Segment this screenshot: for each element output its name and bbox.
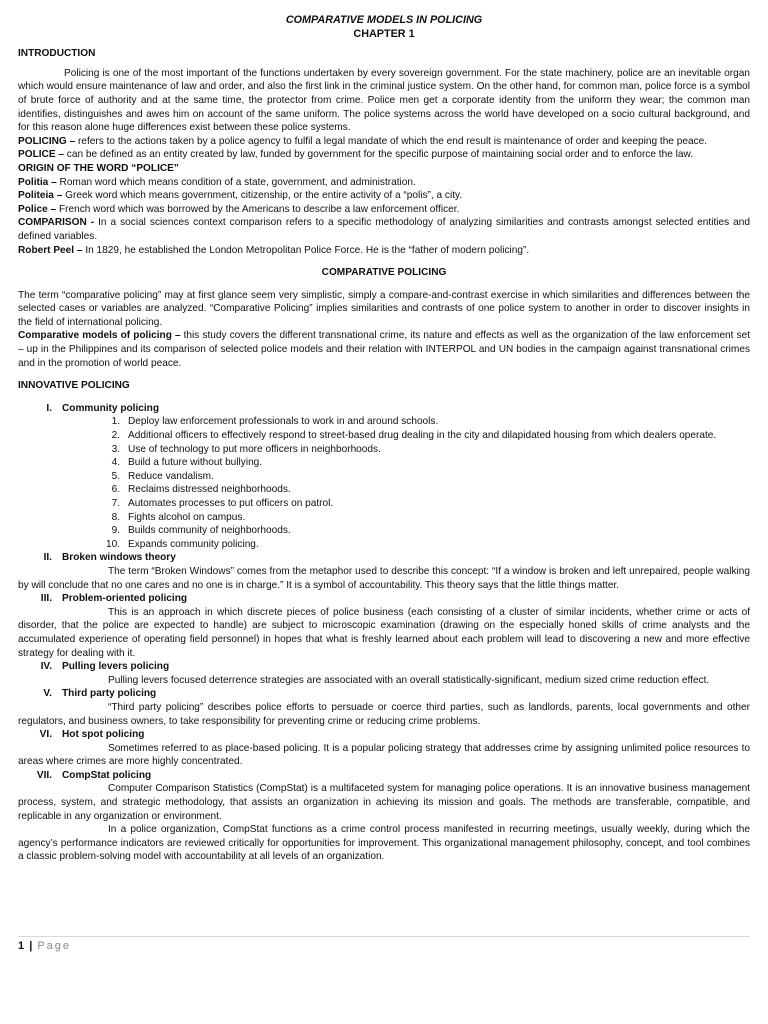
page-label: Page (37, 940, 72, 952)
origin-item (18, 203, 750, 217)
list-number: 10. (105, 538, 120, 550)
community-policing-list (62, 415, 750, 551)
list-text: Deploy law enforcement professionals to work in and around schools. (128, 416, 439, 428)
list-text: Reclaims distressed neighborhoods. (128, 484, 291, 496)
section-third-party (18, 687, 750, 728)
chapter-heading: CHAPTER 1 (353, 27, 415, 40)
introduction-heading: INTRODUCTION (18, 48, 96, 60)
definition-police (18, 148, 750, 162)
section-numeral: VI. (39, 729, 52, 741)
section-title: Broken windows theory (62, 552, 176, 564)
list-item (62, 415, 750, 429)
origin-item (18, 244, 750, 258)
definition-term: POLICE – (18, 149, 64, 161)
section-numeral: V. (43, 688, 52, 700)
list-text: Fights alcohol on campus. (128, 511, 246, 523)
list-number: 1. (111, 416, 120, 428)
section-title: Problem-oriented policing (62, 593, 188, 605)
definition-policing (18, 135, 750, 149)
section-numeral: IV. (40, 661, 52, 673)
section-description: Computer Comparison Statistics (CompStat) is a multifaceted system for managing police operations. It is an innovative business management process, system, and strategic methodology, that assists an organization in achieving its mission and goals. The methods are transferable, compatible, and replicable in any organization or environment. (18, 783, 750, 822)
origin-term: Police – (18, 203, 57, 215)
list-item (62, 538, 750, 552)
section-title: Third party policing (62, 688, 157, 700)
origin-text: Greek word which means government, citizenship, or the entire activity of a “polis”, a city. (62, 190, 463, 202)
list-text: Reduce vandalism. (128, 470, 214, 482)
section-pulling-levers (18, 660, 750, 687)
list-number: 7. (111, 498, 120, 509)
comparative-heading: COMPARATIVE POLICING (321, 267, 447, 279)
section-description-continued: In a police organization, CompStat functions as a crime control process manifested in recurring meetings, usually weekly, during which the agency’s performance indicators are reviewed critically for opportunities for improvement. This organizational management philosophy, concept, and tool combines a classic problem-solving model with accountability at all levels of an organization. (18, 824, 750, 863)
list-item (62, 511, 750, 525)
origin-item (18, 176, 750, 190)
list-number: 8. (111, 511, 120, 523)
page-number: 1 (18, 940, 25, 952)
list-item (62, 456, 750, 470)
section-problem-oriented (18, 592, 750, 660)
list-number: 5. (111, 470, 120, 482)
footer-separator: | (29, 940, 33, 952)
comparative-paragraph: The term “comparative policing” may at first glance seem very simplistic, simply a compare-and-contrast exercise in which similarities and differences between the selected cases or variables are analyzed. “Comparative Policing” implies similarities and contrasts of one police system to another in order to discover insights in the field of international policing. (18, 289, 750, 328)
section-numeral: VII. (36, 769, 52, 781)
list-number: 3. (111, 443, 120, 455)
list-text: Builds community of neighborhoods. (128, 525, 291, 537)
list-text: Build a future without bullying. (128, 457, 263, 469)
origin-term: Politia – (18, 176, 57, 188)
list-number: 6. (111, 484, 120, 496)
section-numeral: III. (40, 593, 52, 605)
origin-text: French word which was borrowed by the Americans to describe a law enforcement officer. (56, 203, 460, 215)
section-title: CompStat policing (62, 769, 152, 781)
origin-heading: ORIGIN OF THE WORD “POLICE” (18, 162, 179, 174)
page-footer (18, 936, 750, 954)
section-compstat (18, 769, 750, 864)
section-numeral: I. (46, 402, 52, 414)
list-item (62, 429, 750, 443)
comparative-models-text: this study covers the different transnational crime, its nature and effects as well as the organization of the law enforcement set – up in the Philippines and its comparison of selected police models and their relation with INTERPOL and UN bodies in the campaign against transnational crimes and in the promotion of world peace. (18, 330, 751, 369)
document-title: COMPARATIVE MODELS IN POLICING (285, 14, 483, 26)
list-text: Use of technology to put more officers in neighborhoods. (128, 443, 381, 455)
origin-item (18, 189, 750, 203)
definition-text: refers to the actions taken by a police agency to fulfil a legal mandate of which the end result is maintenance of order and keeping the peace. (75, 135, 708, 147)
list-item (62, 443, 750, 457)
origin-text: Roman word which means condition of a state, government, and administration. (56, 176, 416, 188)
list-number: 4. (111, 457, 120, 469)
list-number: 9. (111, 525, 120, 537)
list-item (62, 497, 750, 511)
definition-term: POLICING – (18, 135, 76, 147)
section-numeral: II. (43, 552, 52, 564)
document-page (18, 14, 750, 864)
section-title: Hot spot policing (62, 729, 145, 741)
comparative-models-paragraph (18, 329, 750, 370)
origin-term: COMPARISON - (18, 217, 95, 229)
section-title: Pulling levers policing (62, 661, 170, 673)
list-text: Expands community policing. (128, 538, 259, 550)
origin-item (18, 216, 750, 243)
section-hot-spot (18, 728, 750, 769)
list-item (62, 470, 750, 484)
section-description: “Third party policing” describes police efforts to persuade or coerce third parties, such as landlords, parents, local governments and other regulators, and business owners, to take responsibility for preventing crime or reducing crime problems. (18, 701, 750, 727)
origin-text: In 1829, he established the London Metropolitan Police Force. He is the “father of modern policing”. (82, 244, 530, 256)
section-broken-windows (18, 551, 750, 592)
list-number: 2. (111, 430, 120, 442)
section-description: Sometimes referred to as place-based policing. It is a popular policing strategy that addresses crime by assigning unlimited police resources to areas where crimes are more highly concentrated. (18, 742, 750, 768)
section-title: Community policing (62, 402, 160, 414)
definition-text: can be defined as an entity created by law, funded by government for the specific purpose of maintaining social order and to enforce the law. (64, 149, 694, 161)
innovative-heading: INNOVATIVE POLICING (18, 380, 130, 392)
section-description: The term “Broken Windows” comes from the metaphor used to describe this concept: “If a window is broken and left unrepaired, people walking by will conclude that no one cares and no one is in charge.” It is a symbol of accountability. This theory says that the little things matter. (18, 565, 750, 591)
list-text: Automates processes to put officers on patrol. (128, 498, 334, 509)
introduction-paragraph: Policing is one of the most important of the functions undertaken by every sovereign government. For the state machinery, police are an inevitable organ which would ensure maintenance of law and order, and also the first link in the criminal justice system. On the other hand, for common man, police force is a symbol of brute force of authority and at the same time, the protector from crime. Police men get a corporate identity from the uniform they wear; the common man identifies, distinguishes and awes him on account of the same uniform. The police systems across the world have developed on a socio cultural background, and for this reason alone huge differences exist between these police systems. (18, 67, 750, 134)
section-description: This is an approach in which discrete pieces of police business (each consisting of a cluster of similar incidents, whether crime or acts of disorder, that the police are expected to handle) are subject to microscopic examination (drawing on the especially honed skills of crime analysts and the accumulated experience of operating field personnel) in hopes that what is freshly learned about each problem will lead to discovering a new and more effective strategy for dealing with it. (18, 606, 750, 659)
section-community-policing (18, 402, 750, 552)
origin-term: Robert Peel – (18, 244, 83, 256)
origin-text: In a social sciences context comparison refers to a specific methodology of analyzing similarities and contrasts amongst selected entities and defined variables. (18, 217, 750, 242)
list-item (62, 524, 750, 538)
section-description: Pulling levers focused deterrence strategies are associated with an overall statistically-significant, medium sized crime reduction effect. (108, 674, 710, 686)
origin-term: Politeia – (18, 190, 63, 202)
list-text: Additional officers to effectively respond to street-based drug dealing in the city and dilapidated housing from which dealers operate. (128, 430, 717, 442)
comparative-models-term: Comparative models of policing – (18, 330, 181, 342)
list-item (62, 483, 750, 497)
